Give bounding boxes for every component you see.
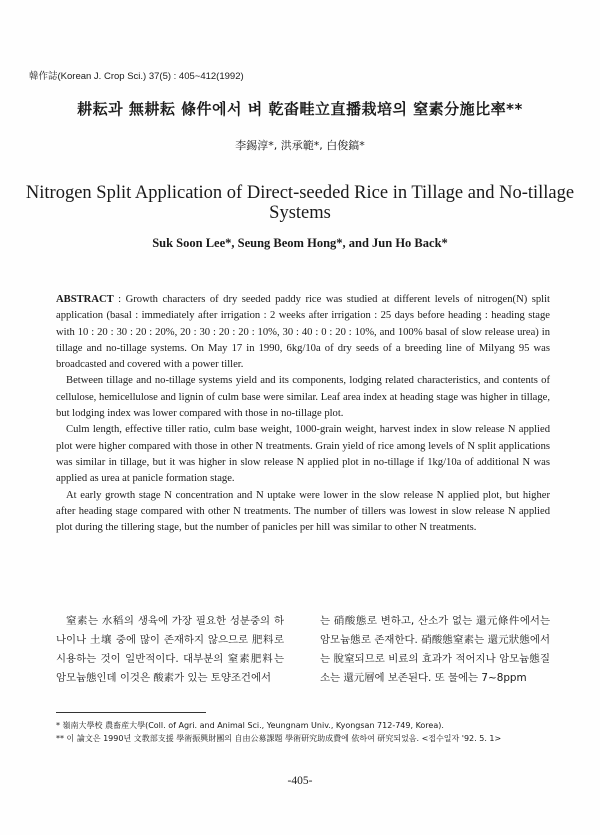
body-column-left: 窒素는 水稻의 생육에 가장 필요한 성분중의 하나이나 土壤 중에 많이 존재하지 않으므로 肥料로 시용하는 것이 일반적이다. 대부분의 窒素肥料는 암모늄態인데 이것은 酸素가 있는 토양조건에서 — [56, 615, 284, 684]
abstract-paragraph — [56, 292, 550, 373]
abstract-label: ABSTRACT — [56, 294, 114, 305]
english-authors: Suk Soon Lee*, Seung Beom Hong*, and Jun Ho Back* — [152, 236, 448, 250]
footnote-affiliation: * 嶺南大學校 農畜産大學(Coll. of Agri. and Animal Sci., Yeungnam Univ., Kyongsan 712-749, Korea). — [56, 721, 444, 730]
abstract-paragraph-text: : Growth characters of dry seeded paddy rice was studied at different levels of nitrogen(N) split application (basal : immediately after irrigation : 2 weeks after irrigation : 25 days before heading : heading stage with 10 : 20 : 30 : 20 : 20%, 20 : 30 : 20 : 20 : 10%, 30 : 40 : 0 : 20 : 10%, and 100% basal of slow release urea) in tillage and no-tillage systems. On May 17 in 1990, 6kg/10a of dry seeds of a breeding line of Milyang 95 was broadcasted and covered with a power tiller. — [56, 294, 550, 371]
korean-title: 耕耘과 無耕耘 條件에서 벼 乾畓畦立直播栽培의 窒素分施比率** — [77, 100, 523, 118]
page-number: -405- — [287, 775, 313, 787]
korean-authors: 李錫淳*, 洪承範*, 白俊鎬* — [235, 139, 365, 152]
abstract — [56, 292, 550, 536]
journal-citation: 韓作誌(Korean J. Crop Sci.) 37(5) : 405~412(1992) — [29, 71, 244, 82]
footnote-funding: ** 이 論文은 1990년 文教部支援 學術振興財團의 自由公募課題 學術研究助成費에 依하여 研究되었음. <접수일자 '92. 5. 1> — [56, 734, 502, 743]
body-column-right: 는 硝酸態로 변하고, 산소가 없는 還元條件에서는 암모늄態로 존재한다. 硝酸態窒素는 還元狀態에서는 脫窒되므로 비료의 효과가 적어지나 암모늄態질소는 還元層에 보존된다. 또 물에는 7~8ppm — [320, 615, 550, 684]
english-title: Nitrogen Split Application of Direct-seeded Rice in Tillage and No-tillage Systems — [25, 183, 575, 223]
abstract-paragraph: At early growth stage N concentration and N uptake were lower in the slow release N applied plot, but higher after heading stage compared with other N treatments. The number of tillers was lowest in slow release N applied plot during the tillering stage, but the number of panicles per hill was similar to other N treatments. — [56, 489, 550, 534]
footnote-divider — [56, 712, 206, 713]
abstract-paragraph: Culm length, effective tiller ratio, culm base weight, 1000-grain weight, harvest index in slow release N applied plot were higher compared with those in other N treatments. Grain yield of rice among levels of N split applications was similar in tillage, but it was higher in slow release N applied plot in no-tillage if 1kg/10a of additional N was applied as urea at panicle formation stage. — [56, 424, 550, 485]
abstract-paragraph: Between tillage and no-tillage systems yield and its components, lodging related characteristics, and contents of cellulose, hemicellulose and lignin of culm base were similar. Leaf area index at heading stage was higher in tillage, but lodging index was lower compared with those in no-tillage plot. — [56, 375, 550, 420]
